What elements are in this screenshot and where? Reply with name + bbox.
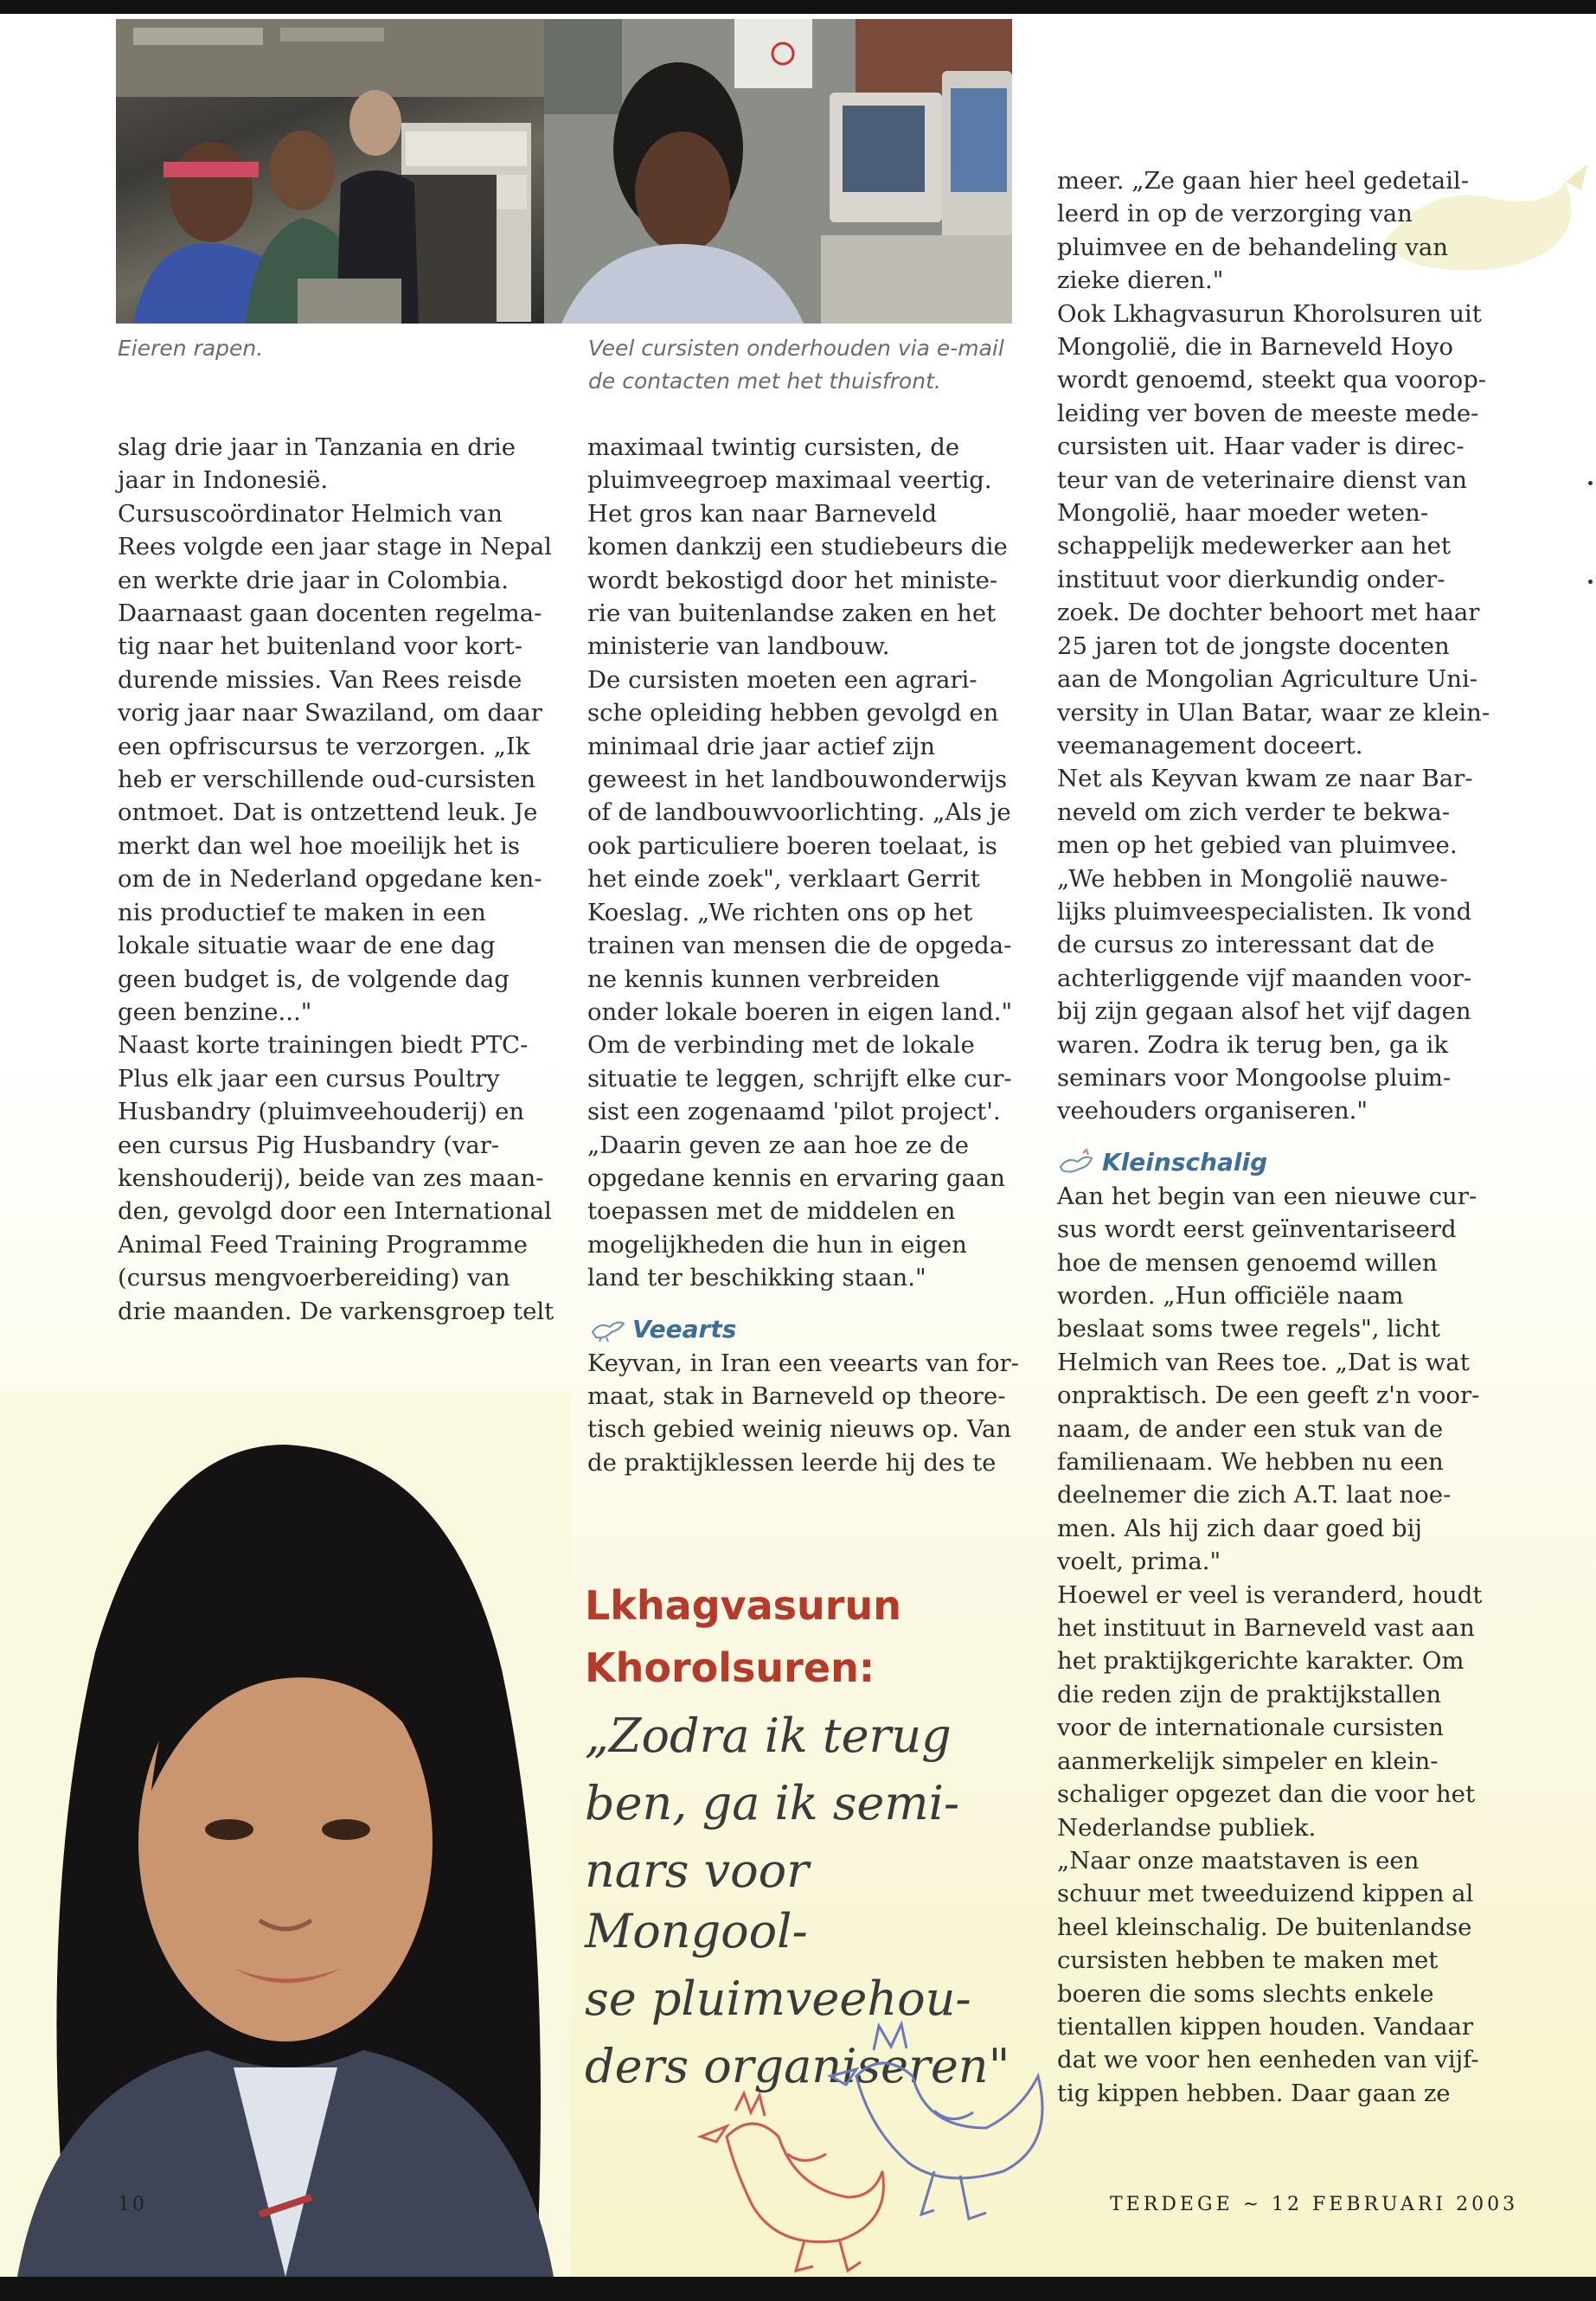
body-text-line: trainen van mensen die de opgeda- [587, 932, 1012, 960]
body-text-line: leerd in op de verzorging van [1057, 200, 1413, 228]
bottom-scan-border [0, 2277, 1596, 2301]
body-text-line: het einde zoek", verklaart Gerrit [587, 865, 980, 894]
body-text-line: (cursus mengvoerbereiding) van [118, 1264, 510, 1292]
body-text-line: „Daarin geven ze aan hoe ze de [587, 1131, 970, 1159]
body-text-line: men. Als hij zich daar goed bij [1057, 1514, 1422, 1542]
body-text-line: Aan het begin van een nieuwe cur- [1057, 1182, 1477, 1210]
body-text-line: onder lokale boeren in eigen land." [587, 997, 1013, 1026]
body-text-line: opgedane kennis en ervaring gaan [587, 1163, 1005, 1192]
body-text-line: Koeslag. „We richten ons op het [587, 898, 973, 926]
body-text-line: cursisten hebben te maken met [1057, 1946, 1439, 1975]
body-text-line: drie maanden. De varkensgroep telt [118, 1297, 554, 1325]
body-text-line: familienaam. We hebben nu een [1057, 1448, 1444, 1477]
body-text-line: zieke dieren." [1057, 266, 1224, 295]
publication-footer: TERDEGE ~ 12 FEBRUARI 2003 [1110, 2194, 1519, 2215]
photo-caption-right-line: Veel cursisten onderhouden via e-mail [588, 336, 1004, 361]
subheading-veearts [587, 1312, 1037, 1347]
body-text-line: „Naar onze maatstaven is een [1057, 1846, 1420, 1875]
body-text-line: voor de internationale cursisten [1057, 1714, 1444, 1742]
body-text-line: Animal Feed Training Programme [118, 1230, 528, 1259]
body-text-line: versity in Ulan Batar, waar ze klein- [1057, 698, 1490, 727]
body-text-line: seminars voor Mongoolse pluim- [1057, 1063, 1452, 1092]
page-number: 10 [118, 2194, 147, 2215]
portrait-photo-lkhagvasurun [0, 1393, 571, 2277]
body-text-line: tig kippen hebben. Daar gaan ze [1057, 2079, 1451, 2107]
body-text-line: Mongolië, haar moeder weten- [1057, 499, 1429, 528]
body-text-line: men op het gebied van pluimvee. [1057, 831, 1458, 860]
text-column-2 [587, 431, 1037, 1479]
body-text-line: bij zijn gegaan alsof het vijf dagen [1057, 997, 1471, 1026]
body-text-line: leiding ver boven de meeste mede- [1057, 399, 1479, 427]
body-text-line: „We hebben in Mongolië nauwe- [1057, 864, 1448, 893]
body-text-line: sus wordt eerst geïnventariseerd [1057, 1215, 1457, 1244]
body-text-line: tig naar het buitenland voor kort- [118, 632, 522, 661]
subheading-veearts-label: Veearts [632, 1314, 737, 1343]
body-text-line: wordt genoemd, steekt qua voorop- [1057, 366, 1487, 394]
body-text-line: Mongolië, die in Barneveld Hoyo [1057, 333, 1453, 362]
body-text-line: 25 jaren tot de jongste docenten [1057, 631, 1450, 660]
chicken-doodle-illustration [675, 2016, 1064, 2275]
body-text-line: wordt bekostigd door het ministe- [587, 566, 998, 594]
body-text-line: lokale situatie waar de ene dag [118, 932, 496, 960]
body-text-line: heb er verschillende oud-cursisten [118, 766, 536, 794]
body-text-line: deelnemer die zich A.T. laat noe- [1057, 1481, 1452, 1509]
pull-quote-line: „Zodra ik terug [585, 1708, 952, 1763]
body-text-line: veemanagement doceert. [1057, 731, 1363, 760]
body-text-line: een opfriscursus te verzorgen. „Ik [118, 732, 530, 760]
body-text-line: Keyvan, in Iran een veearts van for- [587, 1349, 1019, 1377]
scan-mark [1588, 580, 1593, 584]
body-text-line: Husbandry (pluimveehouderij) en [118, 1098, 525, 1126]
pull-quote-line: nars voor Mongool- [585, 1843, 810, 1958]
body-text-line: naam, de ander een stuk van de [1057, 1414, 1444, 1443]
photo-collecting-eggs [116, 19, 544, 324]
body-text-line: maat, stak in Barneveld op theore- [587, 1381, 1006, 1410]
body-text-line: ontmoet. Dat is ontzettend leuk. Je [118, 798, 538, 827]
body-text-line: sist een zogenaamd 'pilot project'. [587, 1098, 1001, 1126]
body-text-line: maximaal twintig cursisten, de [587, 433, 960, 461]
chicken-doodle-icon [1057, 1148, 1099, 1176]
body-text-line: cursisten uit. Haar vader is direc- [1057, 433, 1465, 461]
body-text-line: achterliggende vijf maanden voor- [1057, 964, 1472, 992]
body-text-line: om de in Nederland opgedane ken- [118, 865, 542, 894]
body-text-line: den, gevolgd door een International [118, 1197, 552, 1226]
body-text-line: nis productief te maken in een [118, 898, 486, 926]
body-text-line: Net als Keyvan kwam ze naar Bar- [1057, 765, 1473, 793]
body-text-line: veehouders organiseren." [1057, 1097, 1368, 1125]
body-text-line: lijks pluimveespecialisten. Ik vond [1057, 897, 1472, 926]
body-text-line: instituut voor dierkundig onder- [1057, 565, 1445, 593]
body-text-line: boeren die soms slechts enkele [1057, 1979, 1434, 2008]
body-text-line: schappelijk medewerker aan het [1057, 532, 1451, 561]
body-text-line: teur van de veterinaire dienst van [1057, 465, 1467, 494]
body-text-line: pluimvee en de behandeling van [1057, 233, 1449, 261]
body-text-line: durende missies. Van Rees reisde [118, 665, 522, 694]
body-text-line: ne kennis kunnen verbreiden [587, 965, 940, 993]
body-text-line: Rees volgde een jaar stage in Nepal [118, 533, 552, 561]
body-text-line: mogelijkheden die hun in eigen [587, 1230, 967, 1259]
body-text-line: Daarnaast gaan docenten regelma- [118, 599, 542, 628]
text-column-3 [1057, 164, 1507, 2110]
body-text-line: Naast korte trainingen biedt PTC- [118, 1031, 529, 1060]
body-text-line: Om de verbinding met de lokale [587, 1031, 975, 1060]
body-text-line: tisch gebied weinig nieuws op. Van [587, 1415, 1012, 1444]
pull-quote-line: se pluimveehou- [585, 1971, 971, 2026]
body-text-line: aan de Mongolian Agriculture Uni- [1057, 665, 1478, 694]
body-text-line: toepassen met de middelen en [587, 1197, 956, 1226]
body-text-line: Hoewel er veel is veranderd, houdt [1057, 1580, 1483, 1609]
body-text-line: komen dankzij een studiebeurs die [587, 533, 1008, 561]
body-text-line: waren. Zodra ik terug ben, ga ik [1057, 1030, 1449, 1059]
body-text-line: geen benzine..." [118, 997, 312, 1026]
body-text-line: ook particuliere boeren toelaat, is [587, 831, 997, 860]
body-text-line: Het gros kan naar Barneveld [587, 499, 938, 528]
body-text-line: kenshouderij), beide van zes maan- [118, 1163, 544, 1192]
body-text-line: beslaat soms twee regels", licht [1057, 1315, 1440, 1343]
body-text-line: de cursus zo interessant dat de [1057, 931, 1435, 959]
photo-student-at-computer [544, 19, 1012, 324]
body-text-line: een cursus Pig Husbandry (var- [118, 1131, 500, 1159]
text-column-1 [118, 431, 567, 1328]
pull-quote-name: Khorolsuren: [585, 1644, 875, 1691]
body-text-line: situatie te leggen, schrijft elke cur- [587, 1064, 1012, 1093]
body-text-line: de praktijklessen leerde hij des te [587, 1448, 997, 1477]
body-text-line: geen budget is, de volgende dag [118, 965, 510, 993]
photo-caption-right-line: de contacten met het thuisfront. [588, 369, 941, 394]
body-text-line: slag drie jaar in Tanzania en drie [118, 433, 516, 461]
pull-quote-name: Lkhagvasurun [585, 1582, 901, 1629]
body-text-line: Plus elk jaar een cursus Poultry [118, 1064, 500, 1093]
subheading-kleinschalig-label: Kleinschalig [1102, 1147, 1268, 1176]
body-text-line: schuur met tweeduizend kippen al [1057, 1880, 1474, 1908]
body-text-line: Nederlandse publiek. [1057, 1813, 1317, 1842]
body-text-line: neveld om zich verder te bekwa- [1057, 798, 1451, 826]
bird-doodle-icon [587, 1315, 629, 1343]
body-text-line: schaliger opgezet dan die voor het [1057, 1780, 1476, 1809]
body-text-line: minimaal drie jaar actief zijn [587, 732, 935, 760]
body-text-line: het instituut in Barneveld vast aan [1057, 1614, 1475, 1643]
photo-caption-left: Eieren rapen. [118, 336, 264, 361]
body-text-line: hoe de mensen genoemd willen [1057, 1248, 1438, 1277]
pull-quote-line: ders organiseren" [585, 2039, 1010, 2093]
body-text-line: het praktijkgerichte karakter. Om [1057, 1647, 1465, 1676]
body-text-line: zoek. De dochter behoort met haar [1057, 599, 1480, 627]
pull-quote-line: ben, ga ik semi- [585, 1776, 960, 1830]
body-text-line: meer. „Ze gaan hier heel gedetail- [1057, 167, 1469, 195]
body-text-line: merkt dan wel hoe moeilijk het is [118, 831, 520, 860]
body-text-line: aanmerkelijk simpeler en klein- [1057, 1747, 1439, 1775]
body-text-line: De cursisten moeten een agrari- [587, 665, 977, 694]
body-text-line: voelt, prima." [1057, 1548, 1221, 1576]
body-text-line: sche opleiding hebben gevolgd en [587, 699, 999, 727]
body-text-line: rie van buitenlandse zaken en het [587, 599, 997, 628]
body-text-line: jaar in Indonesië. [118, 466, 329, 495]
body-text-line: en werkte drie jaar in Colombia. [118, 566, 509, 594]
body-text-line: ministerie van landbouw. [587, 632, 890, 661]
body-text-line: worden. „Hun officiële naam [1057, 1282, 1404, 1310]
scan-mark [1588, 481, 1593, 485]
top-scan-border [0, 0, 1596, 14]
subheading-kleinschalig [1057, 1145, 1507, 1180]
photo-caption-right [588, 332, 1004, 398]
body-text-line: Cursuscoördinator Helmich van [118, 499, 503, 528]
body-text-line: onpraktisch. De een geeft z'n voor- [1057, 1381, 1480, 1410]
body-text-line: land ter beschikking staan." [587, 1264, 926, 1292]
body-text-line: of de landbouwvoorlichting. „Als je [587, 798, 1011, 827]
body-text-line: Helmich van Rees toe. „Dat is wat [1057, 1348, 1470, 1376]
body-text-line: geweest in het landbouwonderwijs [587, 766, 1008, 794]
body-text-line: tientallen kippen houden. Vandaar [1057, 2012, 1474, 2041]
body-text-line: dat we voor hen eenheden van vijf- [1057, 2046, 1479, 2074]
body-text-line: die reden zijn de praktijkstallen [1057, 1680, 1442, 1708]
body-text-line: heel kleinschalig. De buitenlandse [1057, 1913, 1472, 1941]
body-text-line: Ook Lkhagvasurun Khorolsuren uit [1057, 299, 1482, 328]
body-text-line: vorig jaar naar Swaziland, om daar [118, 699, 542, 727]
body-text-line: pluimveegroep maximaal veertig. [587, 466, 992, 495]
